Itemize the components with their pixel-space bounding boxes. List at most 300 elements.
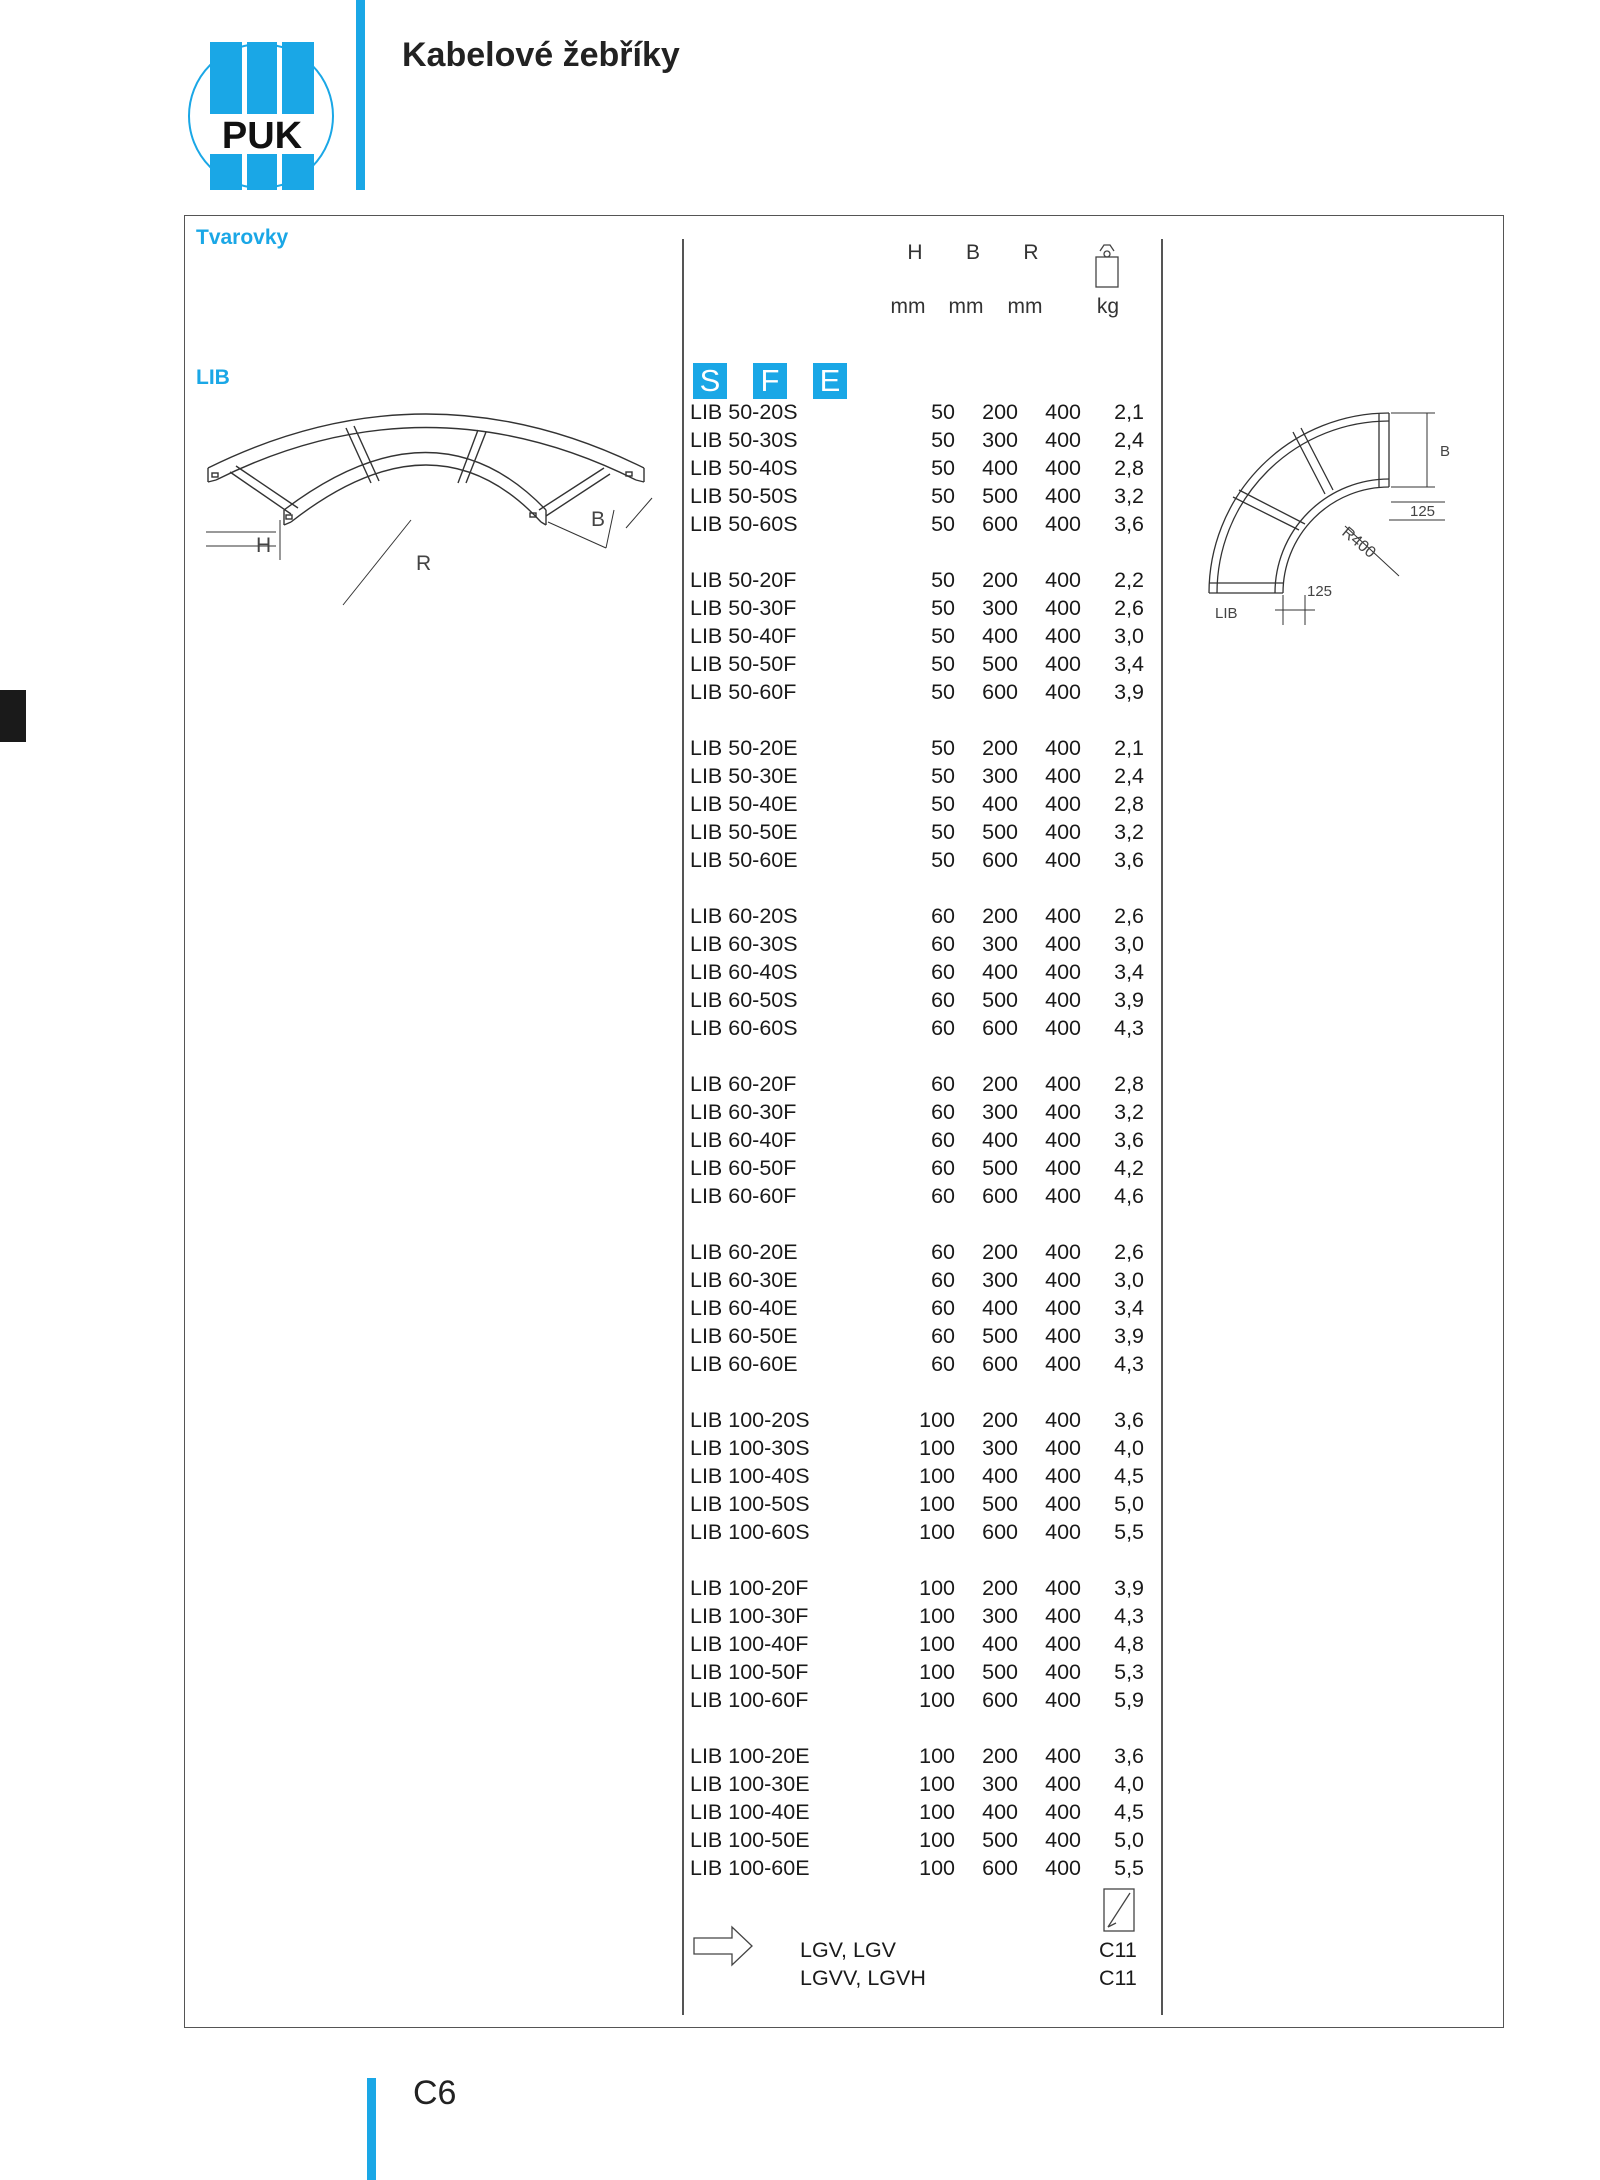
table-row	[690, 790, 1150, 818]
height-value: 60	[931, 1100, 955, 1124]
weight-value: 5,9	[1114, 1688, 1144, 1712]
table-row	[690, 958, 1150, 986]
weight-value: 4,0	[1114, 1772, 1144, 1796]
width-value: 400	[982, 1800, 1018, 1824]
height-value: 100	[919, 1632, 955, 1656]
radius-value: 400	[1045, 680, 1081, 704]
weight-value: 3,2	[1114, 484, 1144, 508]
table-row	[690, 1098, 1150, 1126]
column-header-h: H	[907, 241, 923, 264]
product-code: LIB 50-20F	[690, 568, 797, 592]
table-row	[690, 1322, 1150, 1350]
width-value: 400	[982, 960, 1018, 984]
group-spacer	[690, 538, 1150, 566]
unit-kg: kg	[1096, 295, 1120, 318]
width-value: 400	[982, 1128, 1018, 1152]
weight-value: 2,6	[1114, 904, 1144, 928]
radius-value: 400	[1045, 1772, 1081, 1796]
weight-value: 2,1	[1114, 400, 1144, 424]
height-value: 50	[931, 400, 955, 424]
weight-value: 5,3	[1114, 1660, 1144, 1684]
height-value: 100	[919, 1408, 955, 1432]
table-row	[690, 1518, 1150, 1546]
table-row	[690, 1686, 1150, 1714]
table-row	[690, 482, 1150, 510]
height-value: 60	[931, 988, 955, 1012]
weight-value: 3,0	[1114, 1268, 1144, 1292]
radius-value: 400	[1045, 764, 1081, 788]
product-code: LIB 50-30E	[690, 764, 798, 788]
table-row	[690, 1070, 1150, 1098]
table-row	[690, 1574, 1150, 1602]
product-code: LIB 50-30S	[690, 428, 798, 452]
table-row	[690, 1490, 1150, 1518]
radius-value: 400	[1045, 1660, 1081, 1684]
product-code: LIB 60-20F	[690, 1072, 797, 1096]
width-value: 600	[982, 680, 1018, 704]
width-value: 600	[982, 1520, 1018, 1544]
weight-value: 4,3	[1114, 1016, 1144, 1040]
width-value: 200	[982, 400, 1018, 424]
width-value: 300	[982, 932, 1018, 956]
height-value: 50	[931, 512, 955, 536]
weight-value: 4,5	[1114, 1464, 1144, 1488]
table-row	[690, 1742, 1150, 1770]
weight-value: 4,0	[1114, 1436, 1144, 1460]
product-code: LIB 50-60E	[690, 848, 798, 872]
width-value: 500	[982, 988, 1018, 1012]
unit-r: mm	[1007, 295, 1043, 318]
column-divider-left	[682, 239, 684, 2015]
weight-value: 4,6	[1114, 1184, 1144, 1208]
height-value: 50	[931, 820, 955, 844]
width-value: 400	[982, 1296, 1018, 1320]
height-value: 60	[931, 1156, 955, 1180]
width-value: 500	[982, 484, 1018, 508]
product-code: LIB 60-60E	[690, 1352, 798, 1376]
weight-value: 2,4	[1114, 428, 1144, 452]
width-value: 400	[982, 1464, 1018, 1488]
section-title: Tvarovky	[196, 226, 289, 249]
height-value: 50	[931, 428, 955, 452]
width-value: 300	[982, 1268, 1018, 1292]
width-value: 300	[982, 428, 1018, 452]
weight-value: 2,8	[1114, 1072, 1144, 1096]
height-value: 50	[931, 736, 955, 760]
table-row	[690, 1406, 1150, 1434]
width-value: 300	[982, 764, 1018, 788]
height-value: 50	[931, 764, 955, 788]
width-value: 600	[982, 1688, 1018, 1712]
dimension-r-label: R	[416, 552, 432, 575]
width-value: 600	[982, 1352, 1018, 1376]
radius-value: 400	[1045, 848, 1081, 872]
table-row	[690, 734, 1150, 762]
product-label: LIB	[196, 366, 230, 389]
width-value: 200	[982, 1744, 1018, 1768]
weight-value: 3,6	[1114, 512, 1144, 536]
width-value: 500	[982, 1660, 1018, 1684]
width-value: 200	[982, 568, 1018, 592]
height-value: 60	[931, 932, 955, 956]
height-value: 50	[931, 792, 955, 816]
table-row	[690, 1350, 1150, 1378]
table-row	[690, 1602, 1150, 1630]
width-value: 200	[982, 904, 1018, 928]
plan-dim-b: 125	[1307, 583, 1333, 600]
radius-value: 400	[1045, 1604, 1081, 1628]
group-spacer	[690, 1378, 1150, 1406]
width-value: 600	[982, 1184, 1018, 1208]
radius-value: 400	[1045, 1324, 1081, 1348]
table-row	[690, 1266, 1150, 1294]
height-value: 100	[919, 1604, 955, 1628]
product-code: LIB 60-40E	[690, 1296, 798, 1320]
product-code: LIB 60-60S	[690, 1016, 798, 1040]
radius-value: 400	[1045, 1128, 1081, 1152]
weight-value: 3,0	[1114, 624, 1144, 648]
weight-value: 3,9	[1114, 1324, 1144, 1348]
group-spacer	[690, 706, 1150, 734]
product-code: LIB 100-40F	[690, 1632, 809, 1656]
weight-value: 3,6	[1114, 1744, 1144, 1768]
plan-b-label: B	[1440, 443, 1451, 460]
weight-value: 2,6	[1114, 596, 1144, 620]
group-spacer	[690, 1714, 1150, 1742]
weight-value: 3,6	[1114, 1408, 1144, 1432]
width-value: 500	[982, 1828, 1018, 1852]
reference-page[interactable]: C11	[1099, 1938, 1137, 1962]
plan-radius-label: R400	[1338, 524, 1379, 562]
width-value: 500	[982, 820, 1018, 844]
weight-value: 3,6	[1114, 848, 1144, 872]
height-value: 100	[919, 1688, 955, 1712]
cable-ladder-bend-drawing	[196, 400, 656, 620]
dimension-h-label: H	[256, 534, 272, 557]
weight-value: 2,8	[1114, 792, 1144, 816]
height-value: 100	[919, 1576, 955, 1600]
radius-value: 400	[1045, 904, 1081, 928]
table-row	[690, 1238, 1150, 1266]
radius-value: 400	[1045, 1828, 1081, 1852]
height-value: 50	[931, 848, 955, 872]
height-value: 60	[931, 1184, 955, 1208]
weight-value: 3,6	[1114, 1128, 1144, 1152]
width-value: 500	[982, 1156, 1018, 1180]
finish-badge-s: S	[693, 363, 727, 399]
column-header-b: B	[965, 241, 980, 264]
radius-value: 400	[1045, 1744, 1081, 1768]
height-value: 100	[919, 1828, 955, 1852]
puk-logo-icon	[186, 40, 336, 192]
radius-value: 400	[1045, 1856, 1081, 1880]
weight-value: 3,4	[1114, 1296, 1144, 1320]
product-code: LIB 60-50S	[690, 988, 798, 1012]
table-row	[690, 678, 1150, 706]
reference-label[interactable]: LGV, LGV	[800, 1938, 897, 1962]
radius-value: 400	[1045, 736, 1081, 760]
product-code: LIB 50-50E	[690, 820, 798, 844]
table-row	[690, 1798, 1150, 1826]
product-code: LIB 60-30S	[690, 932, 798, 956]
height-value: 100	[919, 1856, 955, 1880]
table-row	[690, 510, 1150, 538]
width-value: 300	[982, 1436, 1018, 1460]
height-value: 100	[919, 1492, 955, 1516]
weight-value: 4,3	[1114, 1352, 1144, 1376]
width-value: 200	[982, 736, 1018, 760]
product-code: LIB 100-30E	[690, 1772, 810, 1796]
weight-value: 4,5	[1114, 1800, 1144, 1824]
radius-value: 400	[1045, 484, 1081, 508]
radius-value: 400	[1045, 1240, 1081, 1264]
footer-accent-bar	[367, 2078, 376, 2180]
width-value: 400	[982, 624, 1018, 648]
page-title: Kabelové žebříky	[402, 36, 680, 74]
weight-value: 3,9	[1114, 1576, 1144, 1600]
right-arrow-icon	[692, 1925, 754, 1967]
table-row	[690, 986, 1150, 1014]
group-spacer	[690, 1042, 1150, 1070]
radius-value: 400	[1045, 1100, 1081, 1124]
product-code: LIB 100-30S	[690, 1436, 810, 1460]
table-row	[690, 930, 1150, 958]
product-code: LIB 100-20E	[690, 1744, 810, 1768]
height-value: 50	[931, 596, 955, 620]
page-reference-icon	[1102, 1887, 1136, 1933]
weight-value: 2,4	[1114, 764, 1144, 788]
table-row	[690, 1154, 1150, 1182]
radius-value: 400	[1045, 1072, 1081, 1096]
product-code: LIB 50-50F	[690, 652, 797, 676]
table-row	[690, 1770, 1150, 1798]
reference-page[interactable]: C11	[1099, 1966, 1137, 1990]
height-value: 60	[931, 1268, 955, 1292]
product-code: LIB 100-60E	[690, 1856, 810, 1880]
group-spacer	[690, 1210, 1150, 1238]
height-value: 100	[919, 1464, 955, 1488]
height-value: 100	[919, 1660, 955, 1684]
unit-b: mm	[948, 295, 984, 318]
radius-value: 400	[1045, 428, 1081, 452]
height-value: 100	[919, 1520, 955, 1544]
radius-value: 400	[1045, 932, 1081, 956]
radius-value: 400	[1045, 1184, 1081, 1208]
height-value: 50	[931, 680, 955, 704]
product-code: LIB 50-30F	[690, 596, 797, 620]
table-row	[690, 594, 1150, 622]
product-code: LIB 50-40E	[690, 792, 798, 816]
radius-value: 400	[1045, 624, 1081, 648]
table-row	[690, 1014, 1150, 1042]
height-value: 50	[931, 568, 955, 592]
width-value: 500	[982, 1492, 1018, 1516]
width-value: 600	[982, 1856, 1018, 1880]
weight-value: 4,3	[1114, 1604, 1144, 1628]
table-row	[690, 650, 1150, 678]
product-code: LIB 100-60S	[690, 1520, 810, 1544]
width-value: 200	[982, 1072, 1018, 1096]
table-row	[690, 1630, 1150, 1658]
product-code: LIB 50-60F	[690, 680, 797, 704]
radius-value: 400	[1045, 1016, 1081, 1040]
radius-value: 400	[1045, 820, 1081, 844]
weight-value: 5,5	[1114, 1856, 1144, 1880]
radius-value: 400	[1045, 456, 1081, 480]
product-code: LIB 50-20E	[690, 736, 798, 760]
weight-value: 5,0	[1114, 1492, 1144, 1516]
height-value: 60	[931, 1240, 955, 1264]
product-code: LIB 100-30F	[690, 1604, 809, 1628]
radius-value: 400	[1045, 1268, 1081, 1292]
height-value: 50	[931, 484, 955, 508]
radius-value: 400	[1045, 400, 1081, 424]
table-row	[690, 1826, 1150, 1854]
weight-value: 3,9	[1114, 988, 1144, 1012]
height-value: 60	[931, 1296, 955, 1320]
radius-value: 400	[1045, 1156, 1081, 1180]
height-value: 60	[931, 1016, 955, 1040]
weight-value: 3,9	[1114, 680, 1144, 704]
weight-value: 2,1	[1114, 736, 1144, 760]
product-code: LIB 50-40F	[690, 624, 797, 648]
weight-value: 2,8	[1114, 456, 1144, 480]
radius-value: 400	[1045, 568, 1081, 592]
width-value: 400	[982, 792, 1018, 816]
width-value: 400	[982, 1632, 1018, 1656]
radius-value: 400	[1045, 792, 1081, 816]
width-value: 200	[982, 1408, 1018, 1432]
radius-value: 400	[1045, 1520, 1081, 1544]
radius-value: 400	[1045, 1800, 1081, 1824]
radius-value: 400	[1045, 1408, 1081, 1432]
table-row	[690, 1434, 1150, 1462]
radius-value: 400	[1045, 960, 1081, 984]
product-code: LIB 50-50S	[690, 484, 798, 508]
height-value: 100	[919, 1744, 955, 1768]
height-value: 60	[931, 904, 955, 928]
width-value: 300	[982, 1772, 1018, 1796]
width-value: 600	[982, 512, 1018, 536]
product-code: LIB 60-30F	[690, 1100, 797, 1124]
table-row	[690, 818, 1150, 846]
product-code: LIB 60-50F	[690, 1156, 797, 1180]
weight-icon	[1092, 243, 1122, 291]
weight-value: 2,2	[1114, 568, 1144, 592]
product-code: LIB 50-40S	[690, 456, 798, 480]
width-value: 300	[982, 1100, 1018, 1124]
radius-value: 400	[1045, 1492, 1081, 1516]
radius-value: 400	[1045, 1352, 1081, 1376]
product-code: LIB 100-40E	[690, 1800, 810, 1824]
table-row	[690, 762, 1150, 790]
weight-value: 3,4	[1114, 652, 1144, 676]
height-value: 60	[931, 1072, 955, 1096]
weight-value: 5,0	[1114, 1828, 1144, 1852]
height-value: 60	[931, 1352, 955, 1376]
radius-value: 400	[1045, 512, 1081, 536]
radius-value: 400	[1045, 1296, 1081, 1320]
column-divider-right	[1161, 239, 1163, 2015]
radius-value: 400	[1045, 1464, 1081, 1488]
product-code: LIB 100-50S	[690, 1492, 810, 1516]
product-code: LIB 100-40S	[690, 1464, 810, 1488]
table-row	[690, 1182, 1150, 1210]
product-table	[690, 398, 1150, 1882]
height-value: 100	[919, 1800, 955, 1824]
product-code: LIB 60-50E	[690, 1324, 798, 1348]
radius-value: 400	[1045, 988, 1081, 1012]
product-code: LIB 60-60F	[690, 1184, 797, 1208]
weight-value: 2,6	[1114, 1240, 1144, 1264]
width-value: 600	[982, 848, 1018, 872]
finish-badge-f: F	[753, 363, 787, 399]
height-value: 100	[919, 1772, 955, 1796]
width-value: 500	[982, 652, 1018, 676]
table-row	[690, 1854, 1150, 1882]
radius-value: 400	[1045, 596, 1081, 620]
height-value: 100	[919, 1436, 955, 1460]
width-value: 300	[982, 596, 1018, 620]
product-code: LIB 60-40S	[690, 960, 798, 984]
weight-value: 3,0	[1114, 932, 1144, 956]
table-row	[690, 1126, 1150, 1154]
product-code: LIB 50-60S	[690, 512, 798, 536]
product-code: LIB 100-60F	[690, 1688, 809, 1712]
radius-value: 400	[1045, 1436, 1081, 1460]
weight-value: 4,8	[1114, 1632, 1144, 1656]
table-row	[690, 454, 1150, 482]
plan-caption: LIB	[1215, 605, 1238, 622]
weight-value: 3,2	[1114, 820, 1144, 844]
table-row	[690, 398, 1150, 426]
product-code: LIB 60-20E	[690, 1240, 798, 1264]
group-spacer	[690, 874, 1150, 902]
weight-value: 3,4	[1114, 960, 1144, 984]
width-value: 200	[982, 1576, 1018, 1600]
unit-h: mm	[890, 295, 926, 318]
finish-badge-e: E	[813, 363, 847, 399]
height-value: 50	[931, 652, 955, 676]
table-row	[690, 622, 1150, 650]
product-code: LIB 60-30E	[690, 1268, 798, 1292]
dimension-b-label: B	[591, 508, 606, 531]
width-value: 300	[982, 1604, 1018, 1628]
width-value: 600	[982, 1016, 1018, 1040]
product-code: LIB 100-50E	[690, 1828, 810, 1852]
product-code: LIB 100-20S	[690, 1408, 810, 1432]
header-accent-bar	[356, 0, 365, 190]
product-code: LIB 60-20S	[690, 904, 798, 928]
table-row	[690, 902, 1150, 930]
reference-label[interactable]: LGVV, LGVH	[800, 1966, 926, 1990]
table-row	[690, 1294, 1150, 1322]
table-row	[690, 566, 1150, 594]
radius-value: 400	[1045, 1576, 1081, 1600]
radius-value: 400	[1045, 652, 1081, 676]
weight-value: 5,5	[1114, 1520, 1144, 1544]
height-value: 60	[931, 1128, 955, 1152]
width-value: 500	[982, 1324, 1018, 1348]
product-code: LIB 100-20F	[690, 1576, 809, 1600]
table-row	[690, 426, 1150, 454]
table-row	[690, 1462, 1150, 1490]
height-value: 50	[931, 624, 955, 648]
table-row	[690, 846, 1150, 874]
plan-dim-a: 125	[1410, 503, 1436, 520]
logo-text: PUK	[221, 115, 303, 157]
weight-value: 3,2	[1114, 1100, 1144, 1124]
